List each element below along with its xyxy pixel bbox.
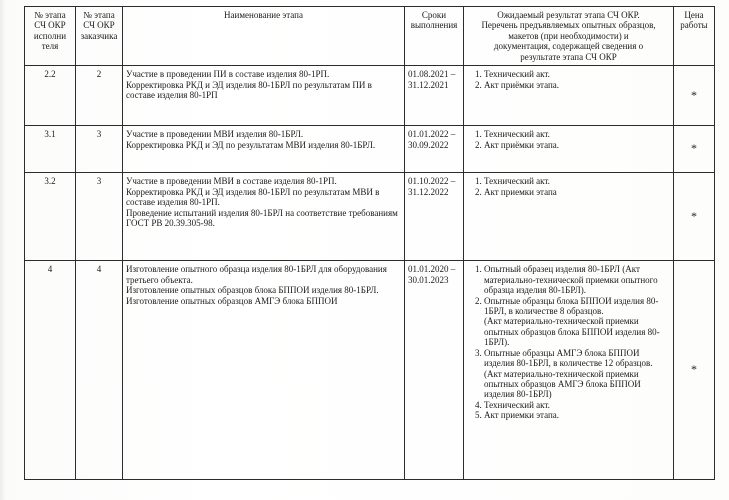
result-item: 2. Акт приёмки этапа.	[484, 140, 670, 150]
result-item: 5. Акт приемки этапа.	[484, 410, 670, 420]
result-item: 1. Опытный образец изделия 80-1БРЛ (Акт материально-технической приемки опытного образца изделия 80-1БРЛ).	[484, 264, 670, 295]
stages-table	[24, 6, 715, 480]
result-item: 4. Технический акт.	[484, 400, 670, 410]
header-exec-stage: № этапа СЧ ОКР исполни теля	[25, 7, 76, 66]
cell-results	[464, 66, 674, 126]
cell-customer-stage: 3	[76, 126, 123, 173]
cell-dates: 01.10.2022 – 31.12.2022	[405, 173, 464, 261]
cell-dates: 01.01.2022 – 30.09.2022	[405, 126, 464, 173]
header-stage-name: Наименование этапа	[123, 7, 405, 66]
cell-results	[464, 126, 674, 173]
cell-exec-stage: 3.2	[25, 173, 76, 261]
result-item: 1. Технический акт.	[484, 129, 670, 139]
cell-price: *	[674, 173, 715, 261]
table-row	[25, 126, 715, 173]
header-customer-stage: № этапа СЧ ОКР заказчика	[76, 7, 123, 66]
result-item: 1. Технический акт.	[484, 69, 670, 79]
cell-stage-name: Изготовление опытного образца изделия 80-1БРЛ для оборудования третьего объекта. Изготовление опытных образцов блока БППОИ изделия 80-1БРЛ. Изготовление опытных образцов АМГЭ блока БППОИ	[123, 261, 405, 480]
header-dates: Сроки выполнения	[405, 7, 464, 66]
scan-edge-shadow	[0, 0, 6, 500]
cell-results	[464, 261, 674, 480]
cell-exec-stage: 4	[25, 261, 76, 480]
result-note: (Акт материально-технической приемки опытных образцов блока БППОИ изделия 80-1БРЛ).	[484, 316, 660, 348]
cell-exec-stage: 2.2	[25, 66, 76, 126]
header-expected-result: Ожидаемый результат этапа СЧ ОКР. Перечень предъявляемых опытных образцов, макетов (при необходимости) и документация, содержащей сведения о результате этапа СЧ ОКР	[464, 7, 674, 66]
cell-customer-stage: 2	[76, 66, 123, 126]
header-price: Цена работы	[674, 7, 715, 66]
cell-stage-name: Участие в проведении МВИ изделия 80-1БРЛ. Корректировка РКД и ЭД по результатам МВИ изделия 80-1БРЛ.	[123, 126, 405, 173]
cell-stage-name: Участие в проведении МВИ в составе изделия 80-1РП. Корректировка РКД и ЭД изделия 80-1БРЛ по результатам МВИ в составе изделия 80-1РП. Проведение испытаний изделия 80-1БРЛ на соответствие требованиям ГОСТ РВ 20.39.305-98.	[123, 173, 405, 261]
cell-results	[464, 173, 674, 261]
cell-customer-stage: 3	[76, 173, 123, 261]
result-item: 2. Акт приемки этапа	[484, 187, 670, 197]
cell-exec-stage: 3.1	[25, 126, 76, 173]
table-header-row	[25, 7, 715, 66]
result-item: 2. Опытные образцы блока БППОИ изделия 80-1БРЛ, в количестве 8 образцов. (Акт материально-технической приемки опытных образцов блока БППОИ изделия 80-1БРЛ).	[484, 296, 670, 348]
cell-stage-name: Участие в проведении ПИ в составе изделия 80-1РП. Корректировка РКД и ЭД изделия 80-1БРЛ по результатам ПИ в составе изделия 80-1РП	[123, 66, 405, 126]
cell-dates: 01.01.2020 – 30.01.2023	[405, 261, 464, 480]
table-row	[25, 173, 715, 261]
result-item: 2. Акт приёмки этапа.	[484, 80, 670, 90]
result-item: 3. Опытные образцы АМГЭ блока БППОИ изделия 80-1БРЛ, в количестве 12 образцов. (Акт материально-технической приемки опытных образцов АМГЭ блока БППОИ изделия 80-1БРЛ)	[484, 348, 670, 400]
cell-customer-stage: 4	[76, 261, 123, 480]
cell-price: *	[674, 126, 715, 173]
cell-dates: 01.08.2021 – 31.12.2021	[405, 66, 464, 126]
table-row	[25, 66, 715, 126]
table-row	[25, 261, 715, 480]
cell-price: *	[674, 66, 715, 126]
cell-price: *	[674, 261, 715, 480]
result-item: 1. Технический акт.	[484, 176, 670, 186]
